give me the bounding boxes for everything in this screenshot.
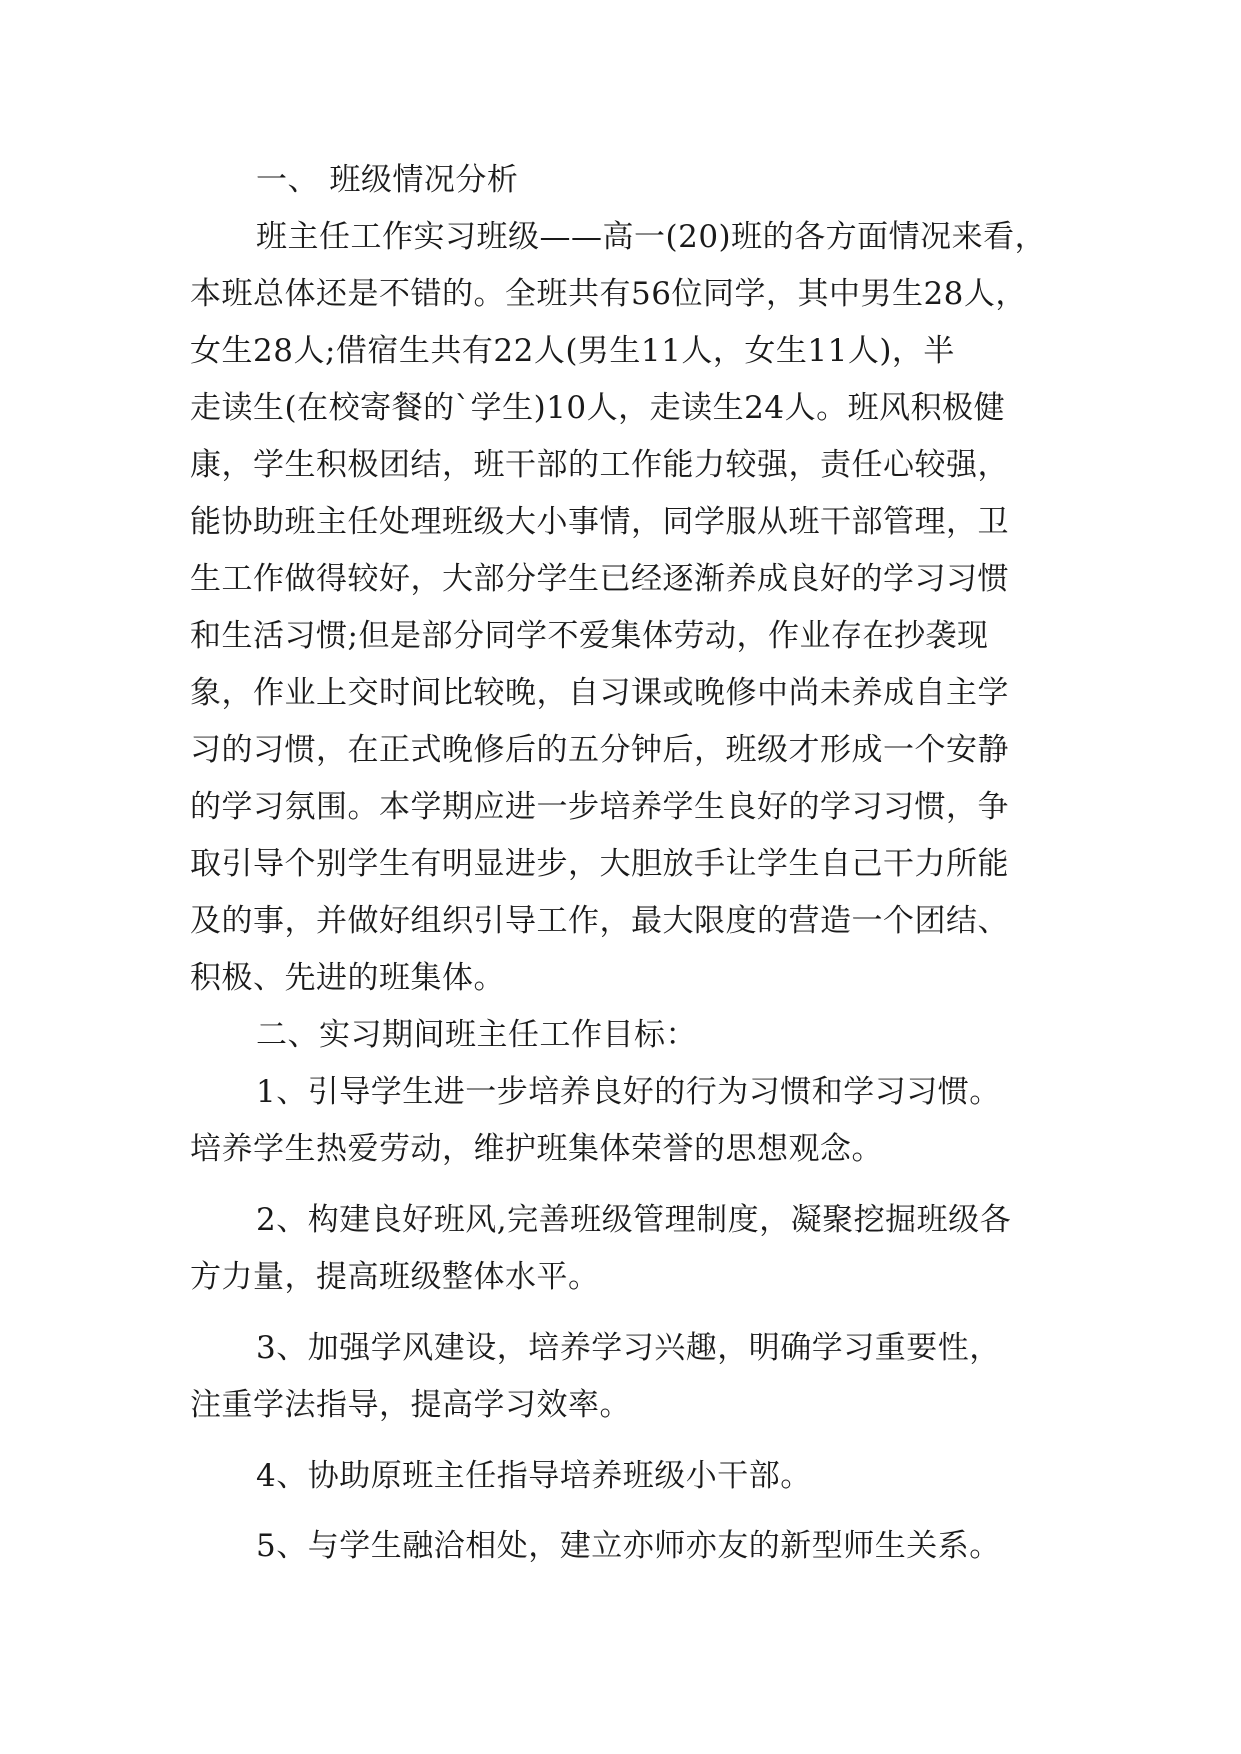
- goal-item-5: 5、与学生融洽相处，建立亦师亦友的新型师生关系。: [256, 1528, 1001, 1564]
- goal-item-2: 2、构建良好班风,完善班级管理制度，凝聚挖掘班级各: [256, 1202, 1012, 1238]
- paragraph-line: 能协助班主任处理班级大小事情，同学服从班干部管理，卫: [190, 504, 1009, 540]
- paragraph-line: 康，学生积极团结，班干部的工作能力较强，责任心较强，: [190, 447, 1009, 483]
- section-heading-class-analysis: 一、 班级情况分析: [256, 162, 519, 198]
- paragraph-line: 女生28人;借宿生共有22人(男生11人，女生11人)，半: [190, 333, 955, 369]
- paragraph-line: 班主任工作实习班级——高一(20)班的各方面情况来看，: [256, 219, 1047, 255]
- goal-item-2-continued: 方力量，提高班级整体水平。: [190, 1259, 600, 1295]
- goal-item-3: 3、加强学风建设，培养学习兴趣，明确学习重要性，: [256, 1330, 1001, 1366]
- paragraph-line: 本班总体还是不错的。全班共有56位同学，其中男生28人，: [190, 276, 1027, 312]
- paragraph-line: 生工作做得较好，大部分学生已经逐渐养成良好的学习习惯: [190, 561, 1009, 597]
- section-heading-goals: 二、实习期间班主任工作目标：: [256, 1017, 697, 1053]
- paragraph-line: 走读生(在校寄餐的`学生)10人，走读生24人。班风积极健: [190, 390, 1006, 426]
- paragraph-line: 及的事，并做好组织引导工作，最大限度的营造一个团结、: [190, 903, 1009, 939]
- goal-item-1: 1、引导学生进一步培养良好的行为习惯和学习习惯。: [256, 1074, 1001, 1110]
- goal-item-3-continued: 注重学法指导，提高学习效率。: [190, 1387, 631, 1423]
- paragraph-line: 和生活习惯;但是部分同学不爱集体劳动，作业存在抄袭现: [190, 618, 989, 654]
- paragraph-line: 取引导个别学生有明显进步，大胆放手让学生自己干力所能: [190, 846, 1009, 882]
- paragraph-line: 象，作业上交时间比较晚，自习课或晚修中尚未养成自主学: [190, 675, 1009, 711]
- paragraph-line: 积极、先进的班集体。: [190, 960, 505, 996]
- goal-item-4: 4、协助原班主任指导培养班级小干部。: [256, 1458, 812, 1494]
- paragraph-line: 习的习惯，在正式晚修后的五分钟后，班级才形成一个安静: [190, 732, 1009, 768]
- goal-item-1-continued: 培养学生热爱劳动，维护班集体荣誉的思想观念。: [190, 1131, 883, 1167]
- paragraph-line: 的学习氛围。本学期应进一步培养学生良好的学习习惯，争: [190, 789, 1009, 825]
